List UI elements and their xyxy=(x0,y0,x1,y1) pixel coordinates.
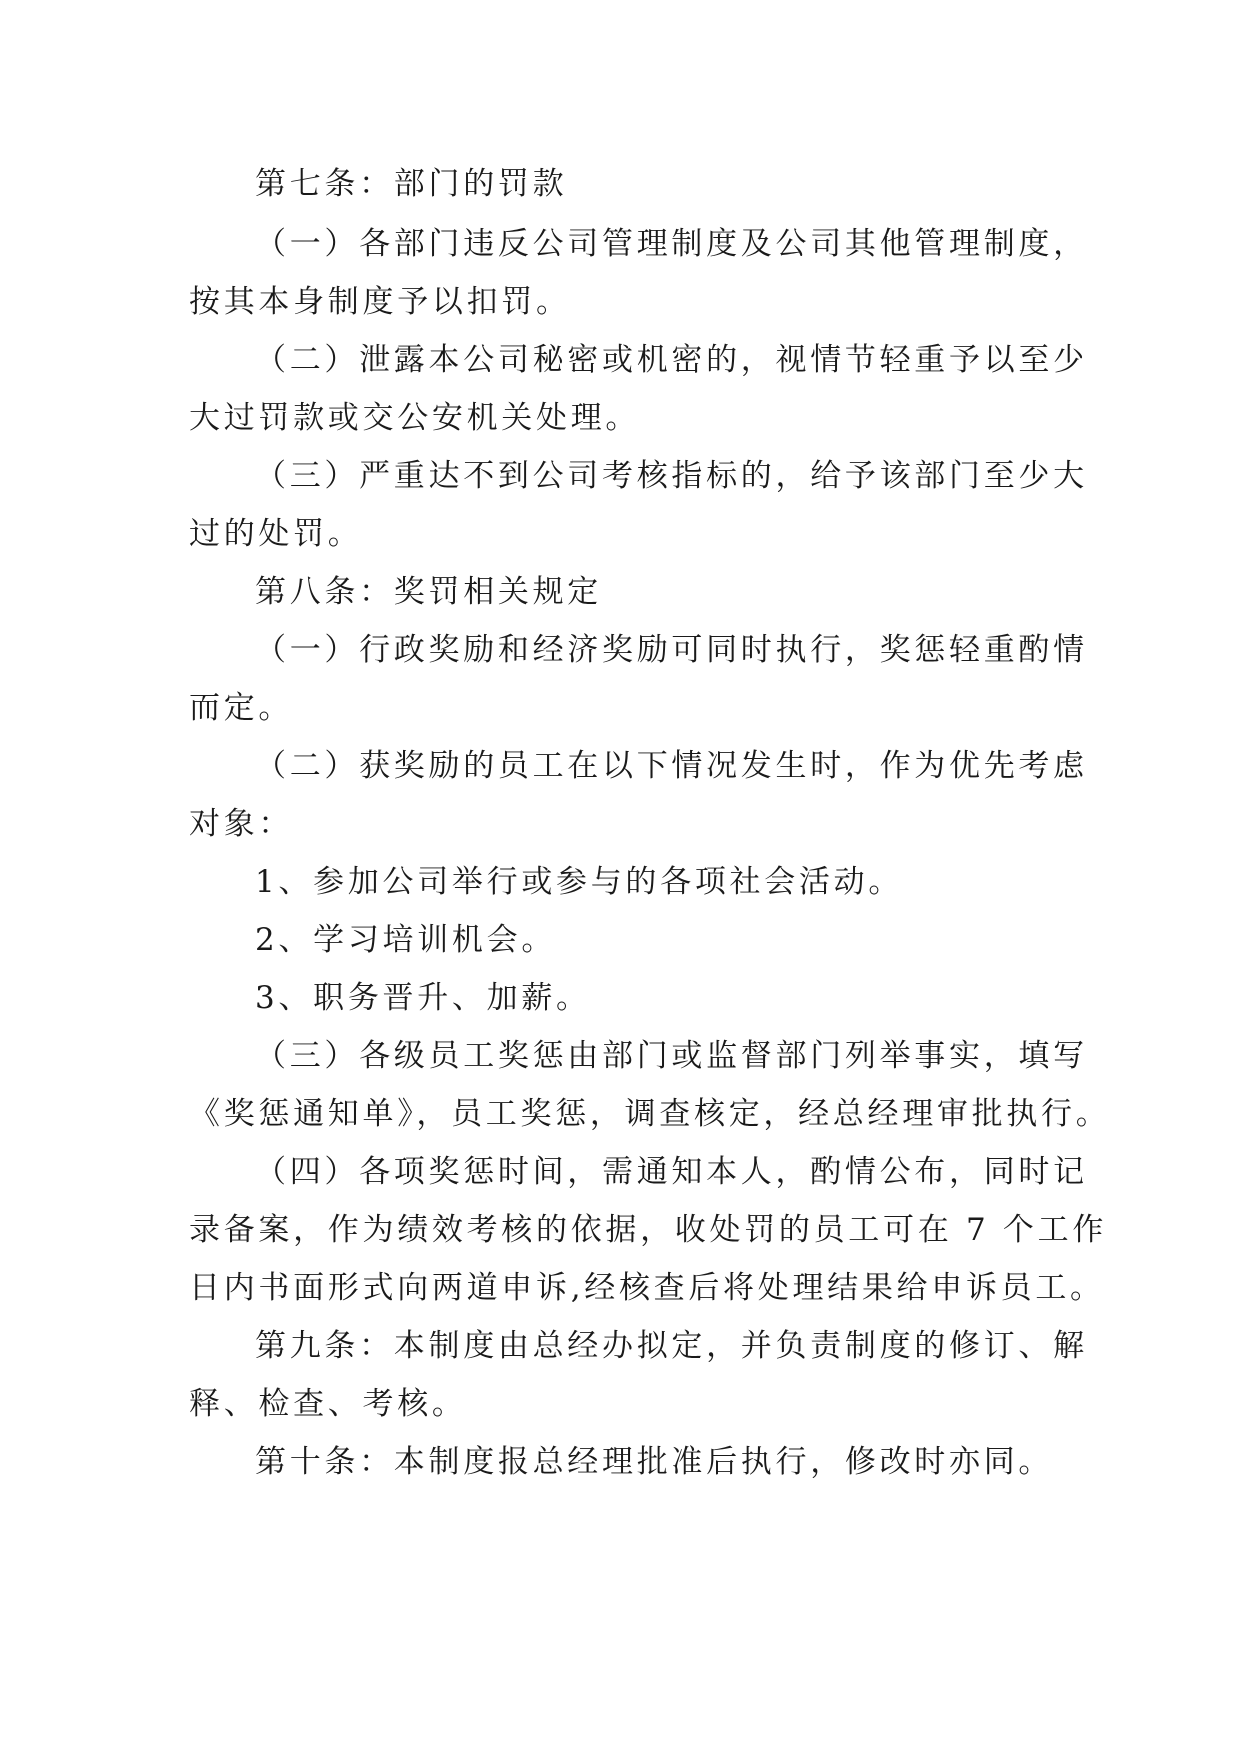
article-7-item-3-line-2: 过的处罚。 xyxy=(189,516,363,552)
article-8-item-4-line-3: 日内书面形式向两道申诉,经核查后将处理结果给申诉员工。 xyxy=(189,1270,1105,1306)
article-8-subitem-2: 2、学习培训机会。 xyxy=(255,922,557,958)
article-8-item-3-line-2: 《奖惩通知单》，员工奖惩，调查核定，经总经理审批执行。 xyxy=(189,1096,1111,1132)
article-7-item-1-line-1: （一）各部门违反公司管理制度及公司其他管理制度， xyxy=(255,226,1088,262)
article-8-item-1-line-1: （一）行政奖励和经济奖励可同时执行，奖惩轻重酌情 xyxy=(255,632,1088,668)
article-7-item-2-line-1: （二）泄露本公司秘密或机密的，视情节轻重予以至少 xyxy=(255,342,1088,378)
article-8-item-4-line-1: （四）各项奖惩时间，需通知本人，酌情公布，同时记 xyxy=(255,1154,1088,1190)
article-9-line-1: 第九条：本制度由总经办拟定，并负责制度的修订、解 xyxy=(255,1328,1088,1364)
article-7-heading: 第七条：部门的罚款 xyxy=(255,166,568,202)
article-8-item-3-line-1: （三）各级员工奖惩由部门或监督部门列举事实，填写 xyxy=(255,1038,1088,1074)
article-8-item-1-line-2: 而定。 xyxy=(189,690,294,726)
article-7-item-2-line-2: 大过罚款或交公安机关处理。 xyxy=(189,400,641,436)
article-8-item-4-line-2: 录备案，作为绩效考核的依据，收处罚的员工可在 7 个工作 xyxy=(189,1212,1108,1248)
article-8-item-2-line-2: 对象： xyxy=(189,806,294,842)
article-10-line-1: 第十条：本制度报总经理批准后执行，修改时亦同。 xyxy=(255,1444,1054,1480)
article-7-item-1-line-2: 按其本身制度予以扣罚。 xyxy=(189,284,571,320)
article-8-subitem-1: 1、参加公司举行或参与的各项社会活动。 xyxy=(255,864,904,900)
article-8-heading: 第八条：奖罚相关规定 xyxy=(255,574,602,610)
article-8-subitem-3: 3、职务晋升、加薪。 xyxy=(255,980,591,1016)
article-8-item-2-line-1: （二）获奖励的员工在以下情况发生时，作为优先考虑 xyxy=(255,748,1088,784)
article-7-item-3-line-1: （三）严重达不到公司考核指标的，给予该部门至少大 xyxy=(255,458,1088,494)
article-9-line-2: 释、检查、考核。 xyxy=(189,1386,467,1422)
